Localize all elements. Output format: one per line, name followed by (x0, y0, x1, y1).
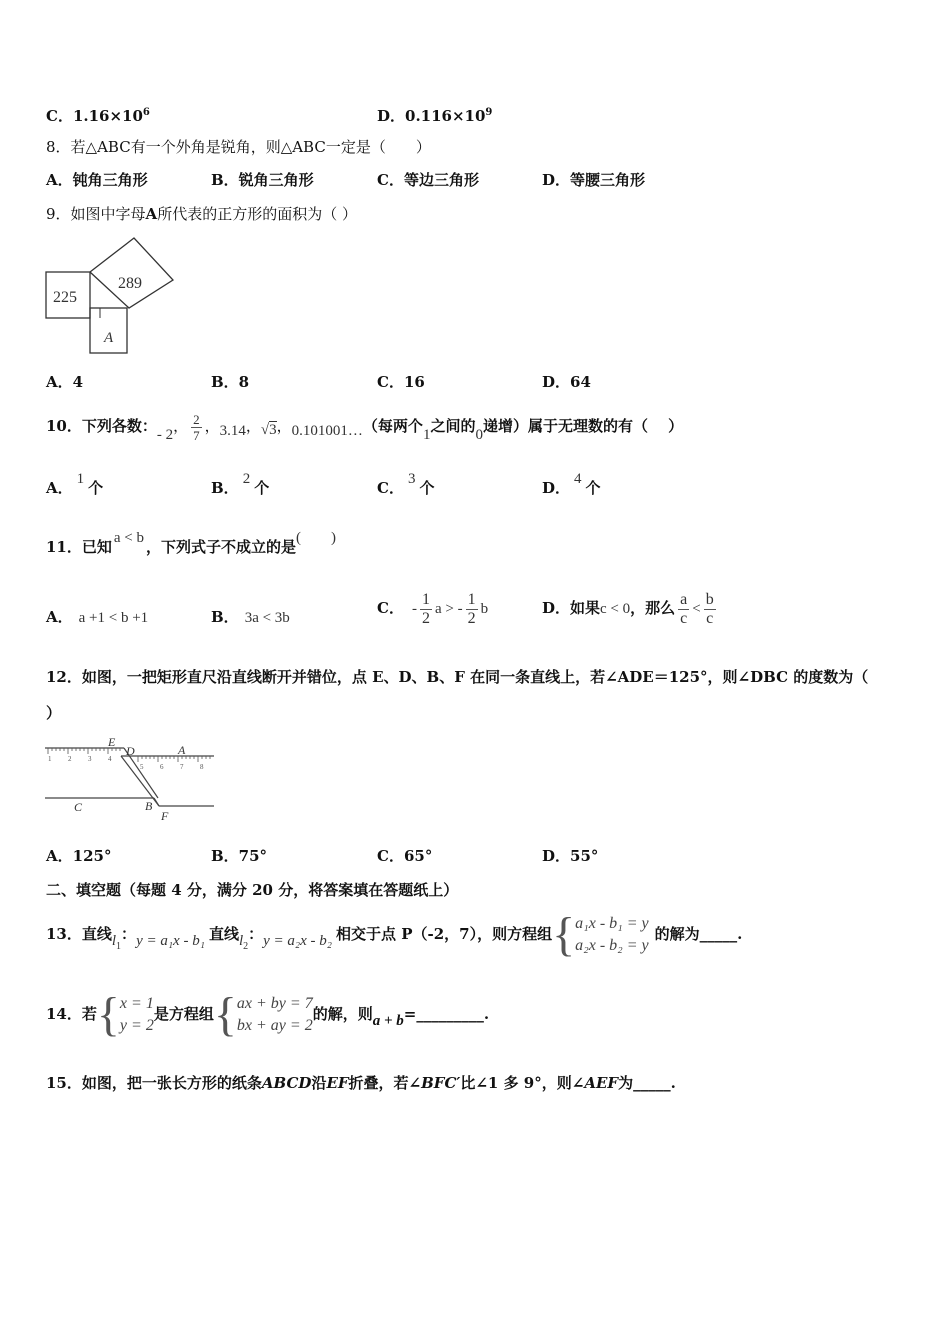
q9-option-d: D．64 (542, 373, 591, 391)
label-d: D (126, 744, 135, 758)
q9-option-a: A．4 (46, 373, 84, 391)
q7-option-c: C．$1.16\times 10^6$ (46, 107, 150, 125)
svg-text:7: 7 (180, 763, 184, 771)
q7-option-d: D．$0.116\times 10^9$ (377, 107, 493, 125)
q11-option-b: B． 3a < 3b (211, 608, 290, 626)
q9-option-c: C．16 (377, 373, 425, 391)
right-angle-mark (90, 308, 100, 318)
q12-stem-line2: ） (46, 704, 62, 722)
q12-option-d: D．55° (542, 847, 599, 865)
q15-stem: 15．如图，把一张长方形的纸条ABCD沿EF折叠，若∠BFC′比∠1 多 9°，则∠AEF为_____. (46, 1074, 676, 1092)
svg-text:8: 8 (200, 763, 204, 771)
svg-text:2: 2 (68, 755, 72, 763)
svg-text:1: 1 (48, 755, 52, 763)
label-a: A (104, 330, 114, 346)
q9-option-b: B．8 (211, 373, 250, 391)
label-c: C (74, 800, 83, 814)
q10-option-a: A． 1 个 (46, 471, 104, 497)
q12-option-b: B．75° (211, 847, 268, 865)
q11-option-c: C． - $\frac{1}{2}$ a > - $\frac{1}{2}$ b (377, 590, 489, 627)
svg-text:3: 3 (88, 755, 92, 763)
svg-text:4: 4 (108, 755, 112, 763)
q12-option-c: C．65° (377, 847, 433, 865)
q8-option-c: C．等边三角形 (377, 171, 479, 189)
q8-option-b: B．锐角三角形 (211, 171, 314, 189)
q14-stem: 14．若{ x = 1 y = 2 是方程组{ ax + by = 7 bx + ay = 2 的解，则a + b=_________. (46, 988, 490, 1041)
q10-option-c: C． 3 个 (377, 471, 435, 497)
q12-figure (42, 736, 218, 822)
q11-option-d: D．如果c < 0，那么 $\frac{a}{c}$ < $\frac{b}{c}$ (542, 590, 714, 627)
square-289 (90, 238, 173, 308)
q10-option-d: D． 4 个 (542, 471, 601, 497)
sqrt-symbol: √3 (260, 422, 277, 438)
label-b: B (145, 799, 153, 813)
q10-option-b: B． 2 个 (211, 471, 270, 497)
q8-option-a: A．钝角三角形 (46, 171, 148, 189)
section2-title: 二、填空题（每题 4 分，满分 20 分，将答案填在答题纸上） (46, 881, 459, 899)
label-f: F (161, 809, 169, 822)
q8-stem: 8．若△ABC有一个外角是锐角，则△ABC一定是（ ） (46, 138, 431, 156)
q11-option-a: A． a +1 < b +1 (46, 608, 149, 626)
q10-stem: 10．下列各数：- 2， $\frac{2}{7}$ ，3.14，√3，0.101001…（每两个1之间的0递增）属于无理数的有（ ） (46, 411, 684, 443)
label-289: 289 (118, 275, 142, 292)
q11-stem: 11．已知 a < b ，下列式子不成立的是( ) (46, 530, 337, 556)
label-225: 225 (53, 289, 77, 306)
label-a: A (178, 743, 186, 757)
q12-stem-line1: 12．如图，一把矩形直尺沿直线断开并错位，点 E、D、B、F 在同一条直线上，若∠ADE＝125°，则∠DBC 的度数为（ (46, 668, 869, 686)
label-e: E (108, 736, 116, 749)
q8-option-d: D．等腰三角形 (542, 171, 646, 189)
q12-option-a: A．125° (46, 847, 112, 865)
svg-text:6: 6 (160, 763, 164, 771)
q13-stem: 13．直线$l_1$：y = a₁x - b₁ 直线$l_2$：y = a₂x - b₂ 相交于点 P（-2，7），则方程组{ a₁x - b₁ = y a₂x - b₂ = y 的解为_____. (46, 908, 743, 961)
q9-figure (40, 232, 180, 358)
svg-text:5: 5 (140, 763, 144, 771)
q9-stem: 9．如图中字母A所代表的正方形的面积为（ ） (46, 205, 357, 223)
